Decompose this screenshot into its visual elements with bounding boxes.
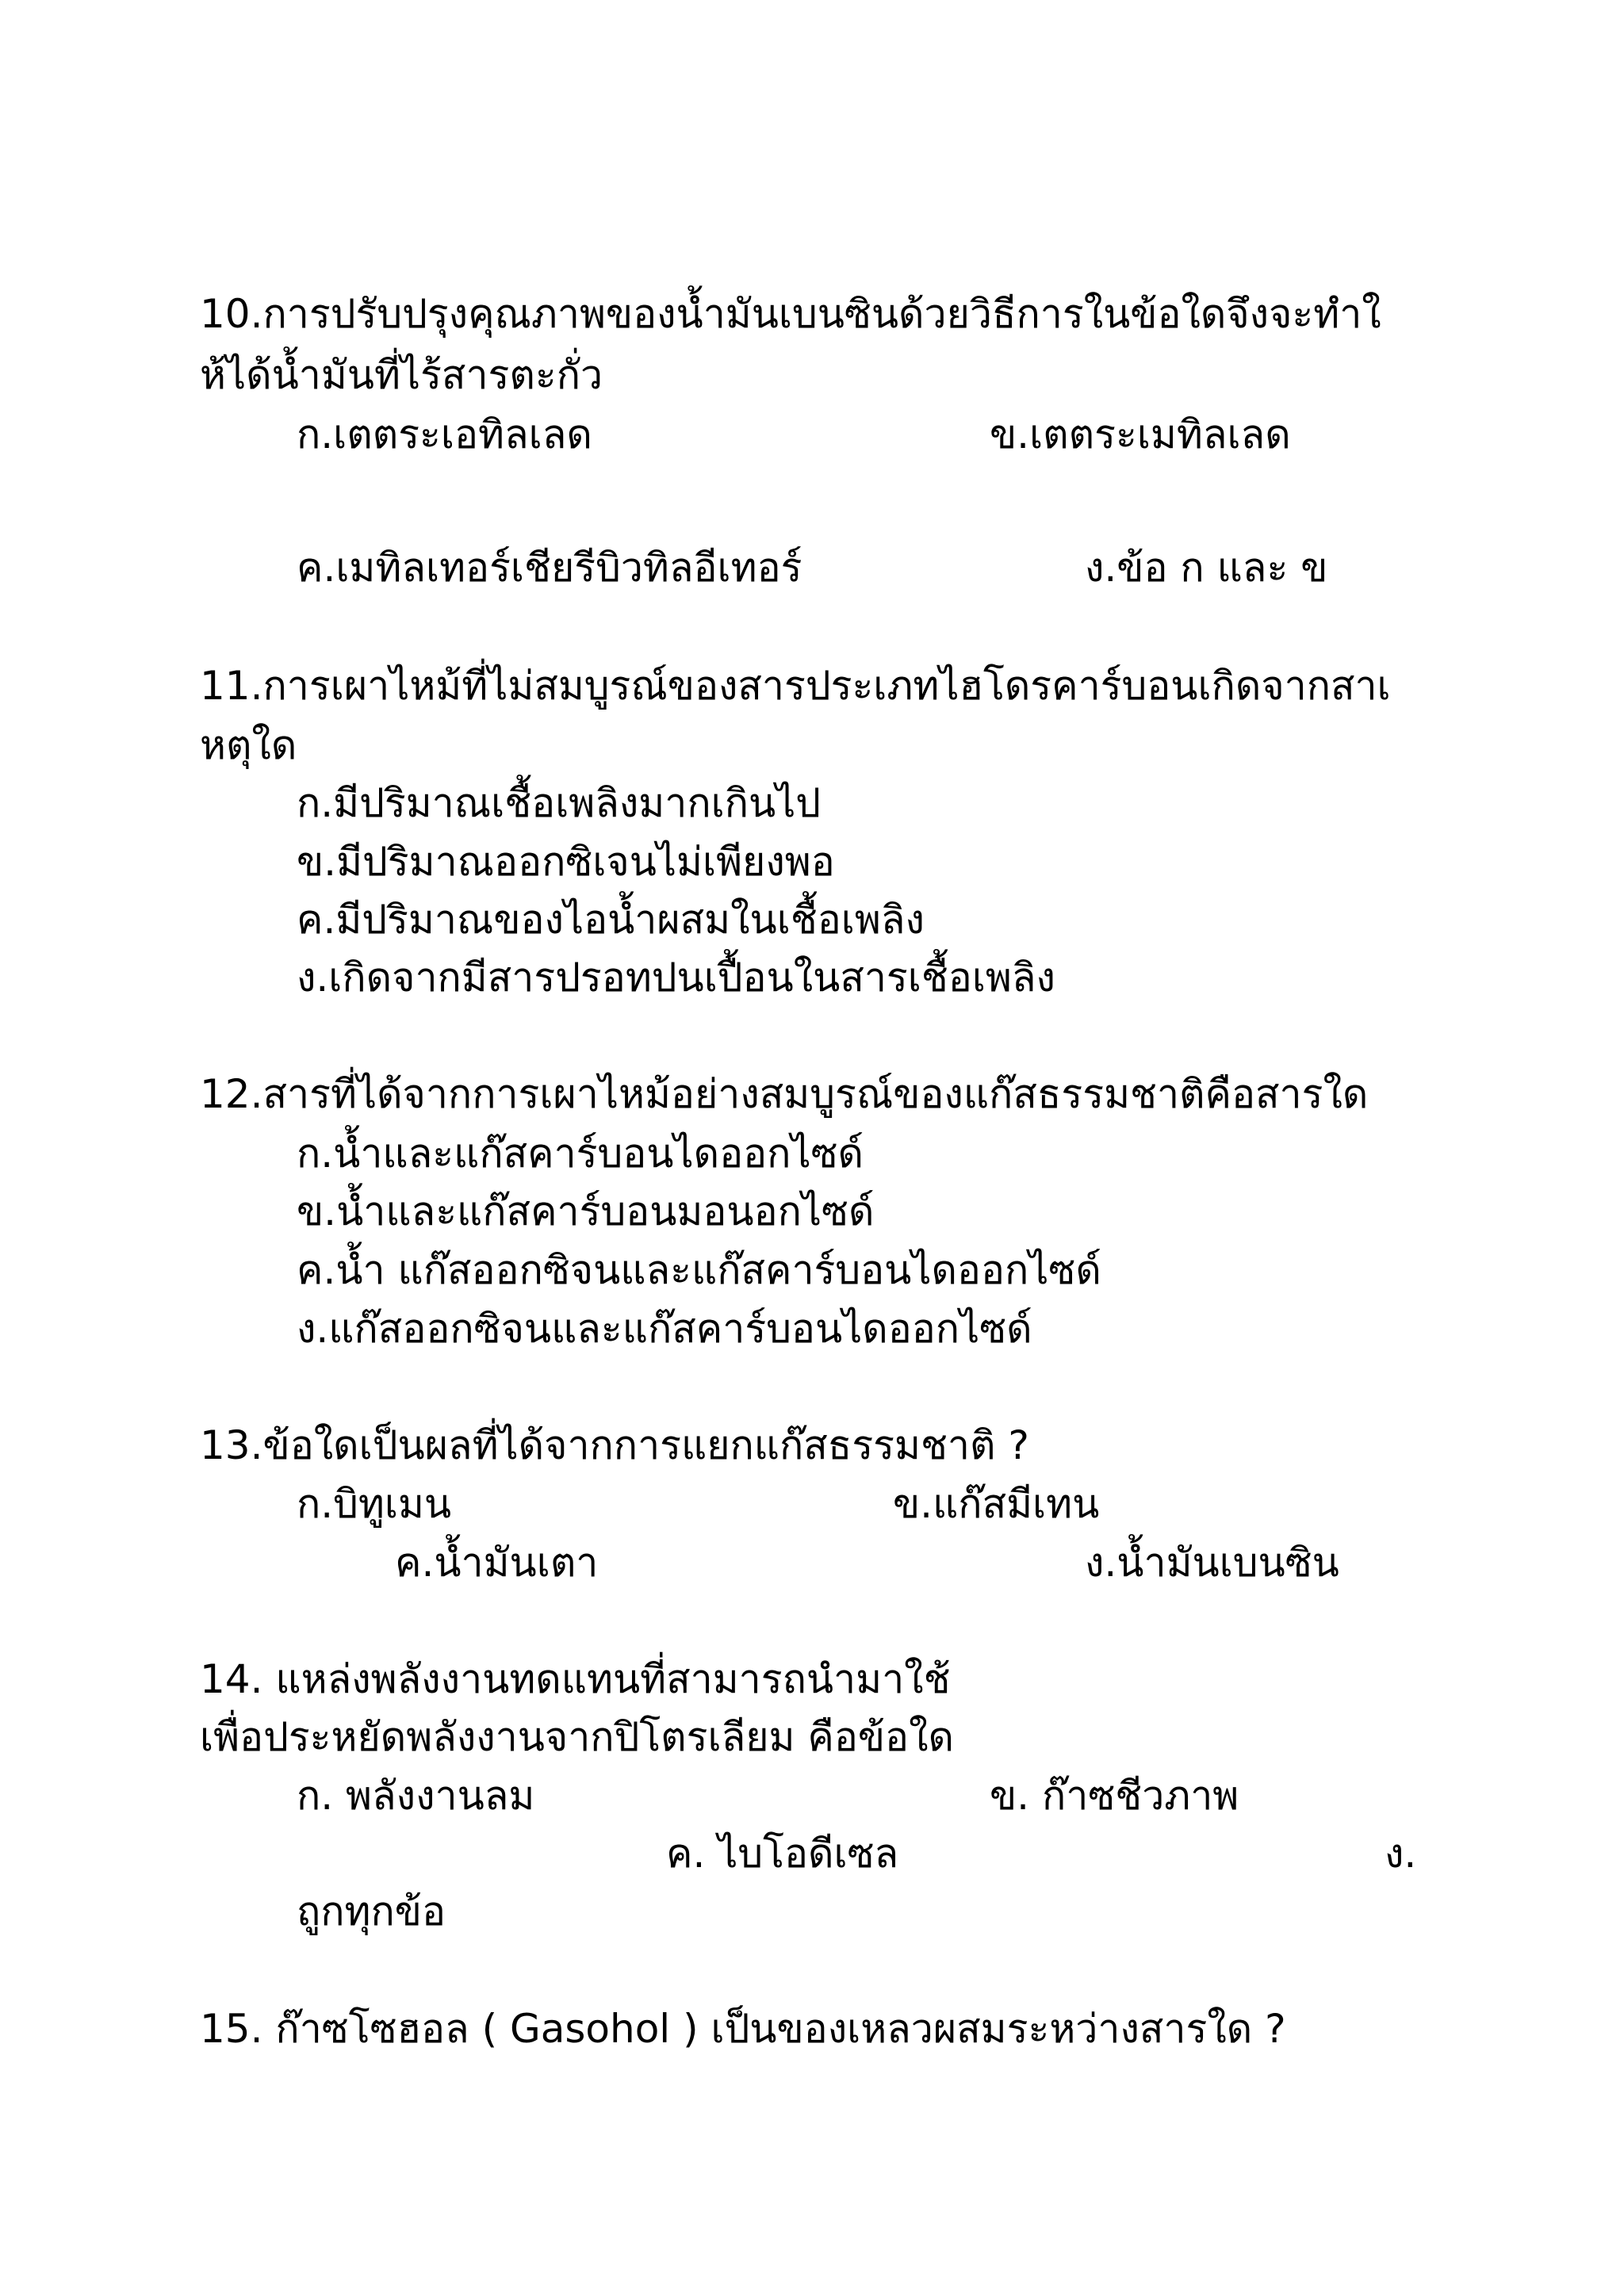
choice-c: ค.เมทิลเทอร์เชียรีบิวทิลอีเทอร์	[297, 545, 802, 591]
question-text: การปรับปรุงคุณภาพของน้ำมันเบนซินด้วยวิธีการในข้อใดจึงจะทำใ	[262, 291, 1381, 337]
question-number: 14.	[200, 1656, 263, 1702]
choice-a: ก.เตตระเอทิลเลด	[297, 411, 592, 457]
question-text: ก๊าซโซฮอล ( Gasohol ) เป็นของเหลวผสมระหว่างสารใด ?	[262, 2006, 1286, 2052]
choice-c: ค.น้ำ แก๊สออกซิจนและแก๊สคาร์บอนไดออกไซด์	[297, 1247, 1101, 1293]
question-13	[200, 1422, 1029, 1469]
choice-a: ก.มีปริมาณเชื้อเพลิงมากเกินไป	[297, 780, 822, 826]
choice-d: ง.ข้อ ก และ ข	[1085, 545, 1328, 591]
choice-a: ก.บิทูเมน	[297, 1481, 452, 1527]
question-15	[200, 2005, 1286, 2053]
question-text: ข้อใดเป็นผลที่ได้จากการแยกแก๊สธรรมชาติ ?	[262, 1422, 1029, 1468]
choice-d-continued: ถูกทุกข้อ	[297, 1888, 446, 1934]
choice-d: ง.แก๊สออกซิจนและแก๊สคาร์บอนไดออกไซด์	[297, 1306, 1032, 1352]
question-11	[200, 662, 1391, 710]
question-number: 13.	[200, 1422, 263, 1468]
question-14	[200, 1655, 951, 1703]
question-10	[200, 290, 1381, 338]
choice-d: ง.น้ำมันเบนซิน	[1085, 1540, 1339, 1586]
choice-d: ง.	[1385, 1831, 1417, 1877]
question-text-continued: ห้ได้น้ำมันที่ไร้สารตะกั่ว	[200, 352, 603, 398]
question-text: สารที่ได้จากการเผาไหม้อย่างสมบูรณ์ของแก๊สธรรมชาติคือสารใด	[262, 1071, 1369, 1117]
question-number: 12.	[200, 1071, 263, 1117]
choice-d: ง.เกิดจากมีสารปรอทปนเปื้อนในสารเชื้อเพลิง	[297, 955, 1055, 1001]
question-text-continued: เพื่อประหยัดพลังงานจากปิโตรเลียม คือข้อใด	[200, 1714, 954, 1760]
question-number: 11.	[200, 663, 263, 709]
choice-b: ข.มีปริมาณออกซิเจนไม่เพียงพอ	[297, 839, 835, 885]
choice-c: ค. ไบโอดีเซล	[666, 1831, 899, 1877]
choice-c: ค.มีปริมาณของไอน้ำผสมในเชื้อเพลิง	[297, 897, 925, 943]
question-number: 15.	[200, 2006, 263, 2052]
question-text-continued: หตุใด	[200, 722, 297, 768]
choice-a: ก. พลังงานลม	[297, 1773, 535, 1819]
choice-b: ข.น้ำและแก๊สคาร์บอนมอนอกไซด์	[297, 1188, 875, 1234]
choice-a: ก.น้ำและแก๊สคาร์บอนไดออกไซด์	[297, 1131, 864, 1177]
choice-b: ข.แก๊สมีเทน	[893, 1481, 1100, 1527]
question-number: 10.	[200, 291, 263, 337]
choice-b: ข. ก๊าซชีวภาพ	[990, 1773, 1239, 1819]
question-text: แหล่งพลังงานทดแทนที่สามารถนำมาใช้	[262, 1656, 951, 1702]
choice-b: ข.เตตระเมทิลเลด	[990, 411, 1291, 457]
question-text: การเผาไหม้ที่ไม่สมบูรณ์ของสารประเภทไฮโดรคาร์บอนเกิดจากสาเ	[262, 663, 1391, 709]
question-12	[200, 1070, 1368, 1118]
choice-c: ค.น้ำมันเตา	[395, 1540, 599, 1586]
